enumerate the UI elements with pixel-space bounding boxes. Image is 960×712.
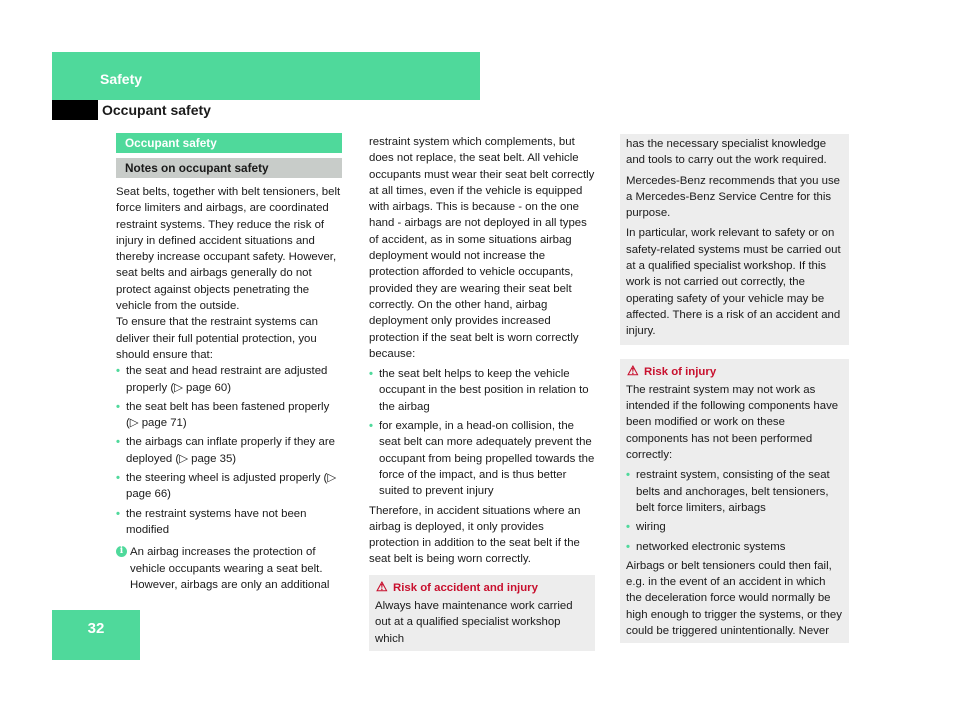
bullet-icon: • — [369, 420, 373, 433]
bullet-icon: • — [116, 507, 120, 520]
column-3 — [620, 136, 849, 643]
list-item: • the seat and head restraint are adjusted properly (▷ page 60) — [116, 365, 328, 394]
bullet-icon: • — [369, 368, 373, 381]
section-title: Safety — [100, 71, 143, 87]
list-item: • for example, in a head-on collision, the seat belt can more adequately prevent the occupant from being propelled towards the force of the impact, and is thus better suited to prevent injury — [369, 420, 595, 498]
info-note: i An airbag increases the protection of vehicle occupants wearing a seat belt. However, airbags are only an additional — [116, 544, 342, 593]
list-item: • the seat belt has been fastened properly (▷ page 71) — [116, 400, 330, 430]
warning-text: Airbags or belt tensioners could then fail, e.g. in the event of an accident in which the deceleration force would normally be high enough to trigger the systems, or they could be triggered unintentionally. Never — [626, 559, 842, 638]
bullet-icon: • — [116, 436, 120, 449]
bullet-icon: • — [116, 400, 120, 413]
paragraph: restraint system which complements, but does not replace, the seat belt. All vehicle occupants must wear their seat belt correctly at all times, even if the vehicle is equipped with airbags. This is because - on the one hand - airbags are not deployed in all types of accident, as in some situations airbag deployment would not increase the protection afforded to vehicle occupants, provided they are wearing their seat belt correctly. On the other hand, airbag deployment only provides increased protection if the seat belt is worn correctly because: — [369, 136, 595, 360]
column-2 — [369, 134, 595, 651]
list-item: • the airbags can inflate properly if they are deployed (▷ page 35) — [116, 436, 335, 465]
warning-box-continued — [620, 134, 849, 345]
subsection-heading: Notes on occupant safety — [116, 158, 342, 178]
warning-text: has the necessary specialist knowledge and tools to carry out the work required. — [626, 138, 827, 167]
warning-triangle-icon: ⚠ — [376, 578, 388, 594]
warning-text: Mercedes-Benz recommends that you use a Mercedes-Benz Service Centre for this purpose. — [626, 174, 840, 220]
warning-title: ⚠ Risk of accident and injury — [376, 578, 538, 594]
bullet-list — [369, 366, 595, 499]
bullet-icon: • — [626, 521, 630, 534]
bullet-icon: • — [116, 472, 120, 485]
warning-text: In particular, work relevant to safety or on safety-related systems must be carried out at a qualified specialist workshop. If this work is not carried out correctly, the operating safety of your vehicle may be affected. There is a risk of an accident and injury. — [626, 227, 841, 338]
bullet-list — [116, 363, 342, 538]
warning-title: ⚠ Risk of injury — [627, 362, 717, 378]
bullet-icon: • — [116, 365, 120, 378]
paragraph: To ensure that the restraint systems can deliver their full potential protection, you should ensure that: — [116, 316, 318, 361]
warning-text: Always have maintenance work carried out at a qualified specialist workshop which — [375, 600, 573, 645]
column-1 — [116, 133, 342, 593]
warning-triangle-icon: ⚠ — [627, 362, 639, 378]
paragraph: Seat belts, together with belt tensioners, belt force limiters and airbags, are coordinated restraint systems. They reduce the risk of injury in defined accident situations and thereby increase occupant safety. However, seat belts and airbags generally do not protect against objects penetrating the vehicle from the outside. — [116, 186, 341, 313]
info-icon: i — [116, 546, 127, 557]
list-item: • the restraint systems have not been modified — [116, 507, 307, 536]
list-item: • networked electronic systems — [626, 539, 843, 555]
list-item: • restraint system, consisting of the seat belts and anchorages, belt tensioners, belt force limiters, airbags — [626, 469, 830, 514]
header-marker — [52, 100, 98, 120]
list-item: • wiring — [626, 519, 843, 535]
bullet-icon: • — [626, 540, 630, 553]
subsection-title: Occupant safety — [102, 102, 211, 118]
bullet-icon: • — [626, 469, 630, 482]
section-heading: Occupant safety — [116, 133, 342, 153]
paragraph: Therefore, in accident situations where an airbag is deployed, it only provides protection in addition to the seat belt if the seat belt is being worn correctly. — [369, 504, 581, 566]
warning-box — [620, 359, 849, 644]
list-item: • the steering wheel is adjusted properly (▷ page 66) — [116, 472, 337, 501]
warning-text: The restraint system may not work as intended if the following components have been modified or work on these components has not been performed correctly: — [626, 383, 839, 462]
bullet-list — [626, 467, 843, 554]
list-item: • the seat belt helps to keep the vehicle occupant in the best position in relation to the airbag — [369, 368, 589, 413]
warning-box — [369, 575, 595, 651]
page-number: 32 — [87, 620, 105, 637]
